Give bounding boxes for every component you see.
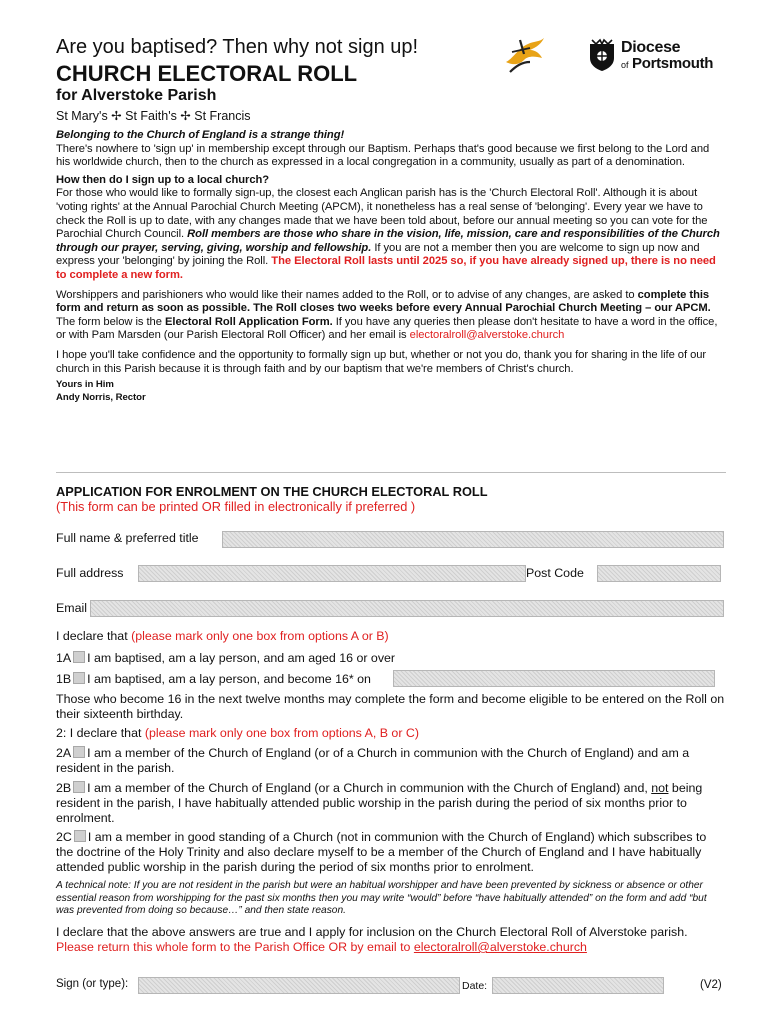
date-input[interactable]	[492, 977, 664, 994]
final-declaration: I declare that the above answers are true and I apply for inclusion on the Church Electoral Roll of Alverstoke parish.	[56, 925, 688, 939]
dove-logo-icon	[500, 32, 548, 76]
intro-paragraph-3a: Worshippers and parishioners who would like their names added to the Roll, or to advise of any changes, are asked to	[56, 288, 635, 301]
diocese-city: Portsmouth	[632, 55, 714, 72]
church-names: St Mary's ✢ St Faith's ✢ St Francis	[56, 109, 251, 123]
option-2b-not: not	[651, 781, 669, 795]
intro-paragraph-3e: Electoral Roll Application Form.	[164, 315, 333, 328]
form-heading: APPLICATION FOR ENROLMENT ON THE CHURCH ELECTORAL ROLL	[56, 484, 488, 499]
intro-paragraph-2	[56, 187, 726, 282]
declaration-2-text: 2: I declare that	[56, 726, 142, 740]
option-2a-checkbox[interactable]	[73, 746, 85, 758]
return-text: Please return this whole form to the Parish Office OR by email to	[56, 940, 411, 954]
intro-paragraph-3f: If you have any queries then please don't hesitate to have a word in the office, or with Pam Marsden (our Parish Electoral Roll Officer) and her email is	[56, 315, 718, 342]
declaration-2-note: (please mark only one box from options A, B or C)	[144, 726, 419, 740]
return-email-link[interactable]: electoralroll@alverstoke.church	[413, 940, 587, 954]
signature-input[interactable]	[138, 977, 460, 994]
intro-paragraph-2a: For those who would like to formally sign-up, the closest each Anglican parish has is the 'Church Electoral Roll'. Although it is about 'voting rights' at the Annual Parochial Church Meeting (APCM), it nonetheless has a real sense of 'belonging'. Every year we have to check the Roll is up to date, with any changes made that we have been told about, before our annual meeting so you can vote for the Parochial Church Council.	[56, 187, 708, 241]
office-email-link[interactable]: electoralroll@alverstoke.church	[409, 329, 565, 342]
sixteenth-birthday-input[interactable]	[393, 670, 715, 687]
option-2a	[56, 746, 726, 776]
page-subtitle: for Alverstoke Parish	[56, 87, 217, 104]
option-2b	[56, 781, 726, 826]
option-2a-number: 2A	[56, 746, 72, 760]
diocese-crest-icon	[588, 38, 616, 72]
option-2b-number: 2B	[56, 781, 72, 795]
version-label: (V2)	[700, 979, 722, 991]
option-2c	[56, 830, 726, 875]
sixteen-note: Those who become 16 in the next twelve months may complete the form and become eligible to be entered on the Roll on their sixteenth birthday.	[56, 692, 725, 721]
signoff-line-1: Yours in Him	[56, 379, 114, 391]
intro-paragraph-3d: The form below is the	[56, 315, 162, 328]
option-2a-text: I am a member of the Church of England (or of a Church in communion with the Church of England) and am a resident in the parish.	[56, 746, 690, 775]
option-1a-text: I am baptised, am a lay person, and am aged 16 or over	[87, 651, 396, 665]
option-2b-text-1: I am a member of the Church of England (or a Church in communion with the Church of England) and,	[87, 781, 648, 795]
technical-note: A technical note: If you are not resident in the parish but were an habitual worshipper and have been prevented by sickness or absence or other essential reason from worshipping for the past six months then you may write “would” before “have habitually attended” on the form and add “but was prevented from doing so because…” and then state reason.	[56, 880, 707, 917]
intro-paragraph-2b: Roll members are those who share in the vision, life, mission, care and responsibilities of the Church through our prayer, serving, giving, worship and fellowship.	[56, 228, 720, 254]
signoff-line-2: Andy Norris, Rector	[56, 392, 146, 404]
full-name-input[interactable]	[222, 531, 724, 548]
option-2b-checkbox[interactable]	[73, 781, 85, 793]
intro-paragraph-3c: The Roll closes two weeks before every Annual Parochial Church Meeting – our APCM.	[253, 302, 711, 315]
option-2c-text: I am a member in good standing of a Church (not in communion with the Church of England) which subscribes to the doctrine of the Holy Trinity and also declare myself to be a member of the Church of England and I have habitually attended public worship in the parish during the period of six months prior to enrolment.	[56, 830, 707, 874]
option-1b	[56, 672, 371, 687]
option-1a	[56, 651, 395, 666]
declaration-1	[56, 629, 389, 644]
return-instructions	[56, 940, 726, 955]
option-1a-number: 1A	[56, 651, 72, 665]
page-title: CHURCH ELECTORAL ROLL	[56, 61, 358, 86]
full-address-input[interactable]	[138, 565, 526, 582]
option-1b-checkbox[interactable]	[73, 672, 85, 684]
post-code-label: Post Code	[526, 566, 584, 580]
form-subheading: (This form can be printed OR filled in electronically if preferred )	[56, 499, 416, 514]
option-2c-checkbox[interactable]	[74, 830, 86, 842]
declaration-2	[56, 726, 419, 741]
option-1b-number: 1B	[56, 672, 72, 686]
intro-heading-2: How then do I sign up to a local church?	[56, 173, 270, 186]
diocese-of: of	[621, 60, 629, 70]
intro-paragraph-3b: complete this form and return as soon as possible.	[56, 288, 710, 315]
intro-paragraph-4: I hope you'll take confidence and the opportunity to formally sign up but, whether or not you do, thank you for sharing in the life of our church in this Parish because it is through faith and by our baptism that we're members of Christ's church.	[56, 348, 707, 375]
intro-paragraph-2d: The Electoral Roll lasts until 2025 so, if you have already signed up, there is no need to complete a new form.	[56, 255, 716, 281]
date-label: Date:	[462, 980, 488, 992]
option-2b-text-2: being resident in the parish, I have habitually attended public worship in the parish during the period of six months prior to enrolment.	[56, 781, 703, 825]
declaration-1-note: (please mark only one box from options A or B)	[131, 629, 389, 643]
intro-section	[56, 129, 726, 404]
sign-label: Sign (or type):	[56, 978, 129, 990]
intro-paragraph-3	[56, 289, 726, 343]
option-1a-checkbox[interactable]	[73, 651, 85, 663]
post-code-input[interactable]	[597, 565, 721, 582]
diocese-name: Diocese	[621, 39, 681, 56]
section-divider	[56, 472, 726, 473]
full-address-label: Full address	[56, 566, 124, 580]
option-1b-text: I am baptised, am a lay person, and become 16* on	[87, 672, 371, 686]
full-name-label: Full name & preferred title	[56, 531, 199, 545]
declaration-1-text: I declare that	[56, 629, 128, 643]
intro-heading-1: Belonging to the Church of England is a strange thing!	[56, 129, 345, 141]
email-label: Email	[56, 601, 87, 615]
intro-paragraph-1: There's nowhere to 'sign up' in membership except through our Baptism. Perhaps that's good because we first belong to the Lord and his worldwide church, then to the church as expressed in a local congregation in a community, usually as part of a denomination.	[56, 142, 710, 169]
email-input[interactable]	[90, 600, 724, 617]
tagline: Are you baptised? Then why not sign up!	[56, 36, 419, 58]
intro-paragraph-2c: If you are not a member then you are welcome to sign up now and express your 'belonging' by joining the Roll.	[56, 241, 700, 268]
option-2c-number: 2C	[56, 830, 72, 844]
